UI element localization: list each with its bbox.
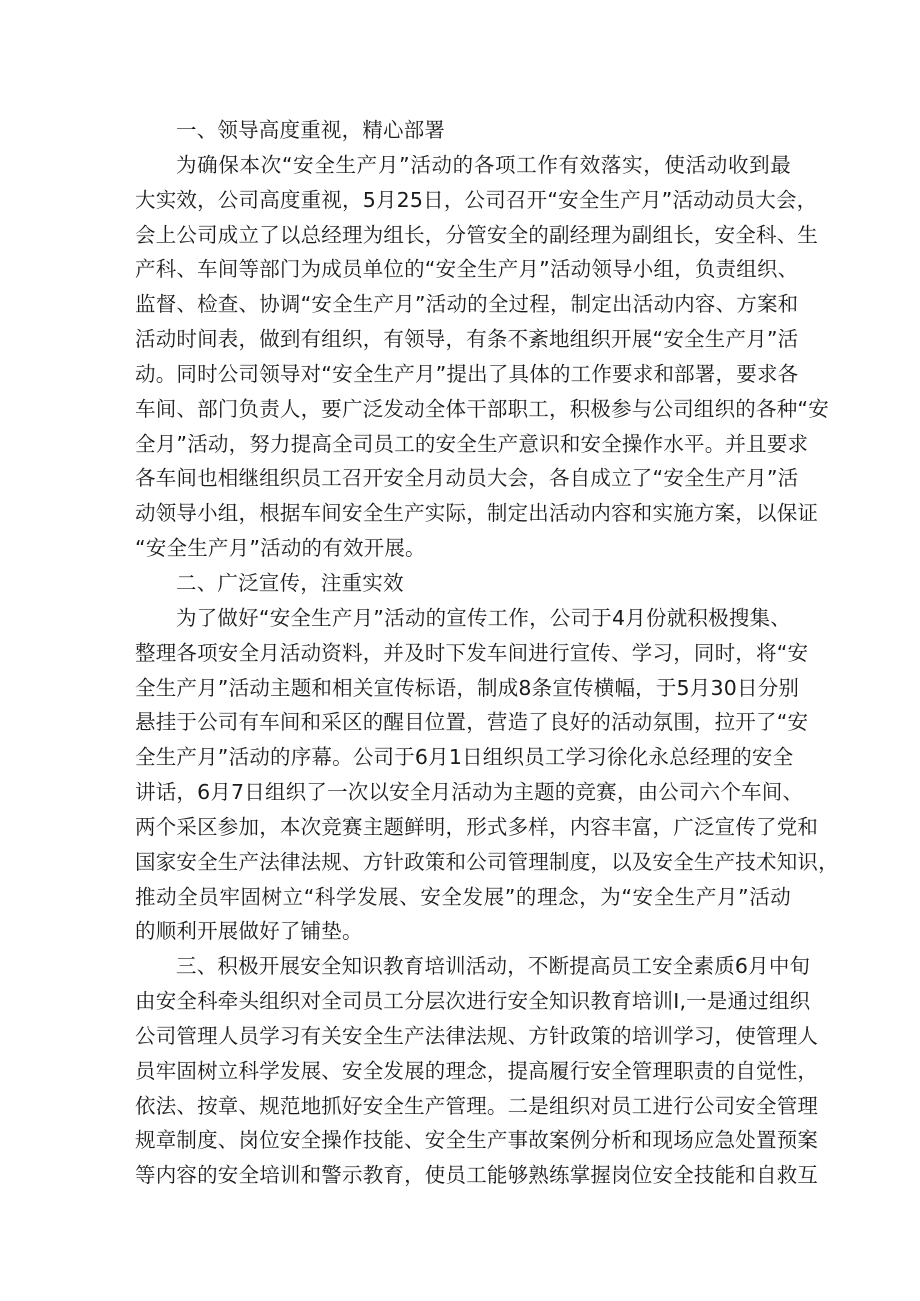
- section-heading-3: 三、积极开展安全知识教育培训活动，不断提高员工安全素质6月中旬: [176, 954, 811, 979]
- paragraph-line: 车间、部门负责人，要广泛发动全体干部职工，积极参与公司组织的各种“安: [135, 396, 829, 421]
- paragraph-line: 会上公司成立了以总经理为组长，分管安全的副经理为副组长，安全科、生: [135, 222, 819, 247]
- paragraph-line: 国家安全生产法律法规、方针政策和公司管理制度，以及安全生产技术知识，: [135, 849, 839, 874]
- paragraph-line: 动。同时公司领导对“安全生产月”提出了具体的工作要求和部署，要求各: [135, 361, 799, 386]
- section-heading-2: 二、广泛宣传，注重实效: [176, 570, 404, 595]
- paragraph-line: 讲话，6月7日组织了一次以安全月活动为主题的竞赛，由公司六个车间、: [135, 780, 804, 805]
- paragraph-line: 为确保本次“安全生产月”活动的各项工作有效落实，使活动收到最: [176, 152, 791, 177]
- paragraph-line: 等内容的安全培训和警示教育，使员工能够熟练掌握岗位安全技能和自救互: [135, 1163, 819, 1188]
- paragraph-line: 悬挂于公司有车间和采区的醒目位置，营造了良好的活动氛围，拉开了“安: [135, 710, 809, 735]
- paragraph-line: 依法、按章、规范地抓好安全生产管理。二是组织对员工进行公司安全管理: [135, 1093, 819, 1118]
- paragraph-line: 各车间也相继组织员工召开安全月动员大会，各自成立了“安全生产月”活: [135, 466, 799, 491]
- paragraph-line: 规章制度、岗位安全操作技能、安全生产事故案例分析和现场应急处置预案: [135, 1128, 819, 1153]
- paragraph-line: 动领导小组，根据车间安全生产实际，制定出活动内容和实施方案，以保证: [135, 501, 819, 526]
- paragraph-line: 推动全员牢固树立“科学发展、安全发展”的理念，为“安全生产月”活动: [135, 884, 791, 909]
- paragraph-line: 公司管理人员学习有关安全生产法律法规、方针政策的培训学习，使管理人: [135, 1023, 819, 1048]
- paragraph-line: 全月”活动，努力提高全司员工的安全生产意识和安全操作水平。并且要求: [135, 431, 809, 456]
- paragraph-line: 全生产月”活动主题和相关宣传标语，制成8条宣传横幅，于5月30日分别: [135, 675, 800, 700]
- paragraph-line: 大实效，公司高度重视，5月25日，公司召开“安全生产月”活动动员大会，: [135, 187, 818, 212]
- document-body: [135, 113, 839, 1193]
- paragraph-line: 由安全科牵头组织对全司员工分层次进行安全知识教育培训I,一是通过组织: [135, 989, 811, 1014]
- paragraph-line: 活动时间表，做到有组织，有领导，有条不紊地组织开展“安全生产月”活: [135, 327, 799, 352]
- paragraph-line: 员牢固树立科学发展、安全发展的理念，提高履行安全管理职责的自觉性，: [135, 1058, 819, 1083]
- paragraph-line: 的顺利开展做好了铺垫。: [135, 919, 363, 944]
- paragraph-line: 监督、检查、协调“安全生产月”活动的全过程，制定出活动内容、方案和: [135, 292, 799, 317]
- paragraph-line: 整理各项安全月活动资料，并及时下发车间进行宣传、学习，同时，将“安: [135, 640, 809, 665]
- paragraph-line: 产科、车间等部门为成员单位的“安全生产月”活动领导小组，负责组织、: [135, 257, 799, 282]
- paragraph-line: 全生产月”活动的序幕。公司于6月1日组织员工学习徐化永总经理的安全: [135, 745, 794, 770]
- paragraph-line: 两个采区参加，本次竞赛主题鲜明，形式多样，内容丰富，广泛宣传了党和: [135, 814, 819, 839]
- section-heading-1: 一、领导高度重视，精心部署: [176, 118, 446, 142]
- paragraph-line: 为了做好“安全生产月”活动的宣传工作，公司于4月份就积极搜集、: [176, 605, 791, 630]
- paragraph-line: “安全生产月”活动的有效开展。: [135, 536, 426, 561]
